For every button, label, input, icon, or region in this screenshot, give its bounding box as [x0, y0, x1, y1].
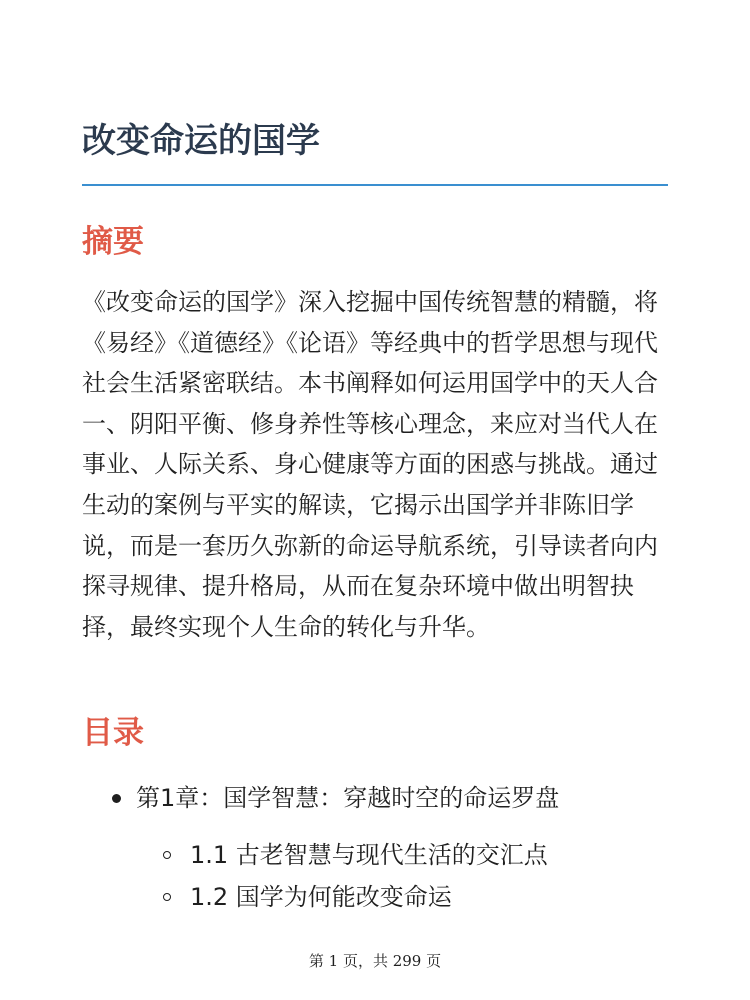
- bullet-hollow-icon: [163, 893, 171, 901]
- toc-section-link[interactable]: 1.1 古老智慧与现代生活的交汇点: [190, 841, 548, 869]
- toc-heading: 目录: [82, 715, 144, 751]
- page-number: 第 1 页，共 299 页: [308, 952, 442, 970]
- bullet-hollow-icon: [163, 851, 171, 859]
- abstract-heading: 摘要: [82, 224, 144, 260]
- toc-section-link[interactable]: 1.2 国学为何能改变命运: [190, 883, 452, 911]
- toc-chapter-link[interactable]: 第1章：国学智慧：穿越时空的命运罗盘: [136, 784, 560, 812]
- bullet-filled-icon: [112, 794, 121, 803]
- abstract-text: 《改变命运的国学》深入挖掘中国传统智慧的精髓，将《易经》《道德经》《论语》等经典中的哲学思想与现代社会生活紧密联结。本书阐释如何运用国学中的天人合一、阴阳平衡、修身养性等核心理念，来应对当代人在事业、人际关系、身心健康等方面的困惑与挑战。通过生动的案例与平实的解读，它揭示出国学并非陈旧学说，而是一套历久弥新的命运导航系统，引导读者向内探寻规律、提升格局，从而在复杂环境中做出明智抉择，最终实现个人生命的转化与升华。: [82, 288, 658, 641]
- document-title: 改变命运的国学: [82, 121, 320, 161]
- title-divider: [82, 184, 668, 186]
